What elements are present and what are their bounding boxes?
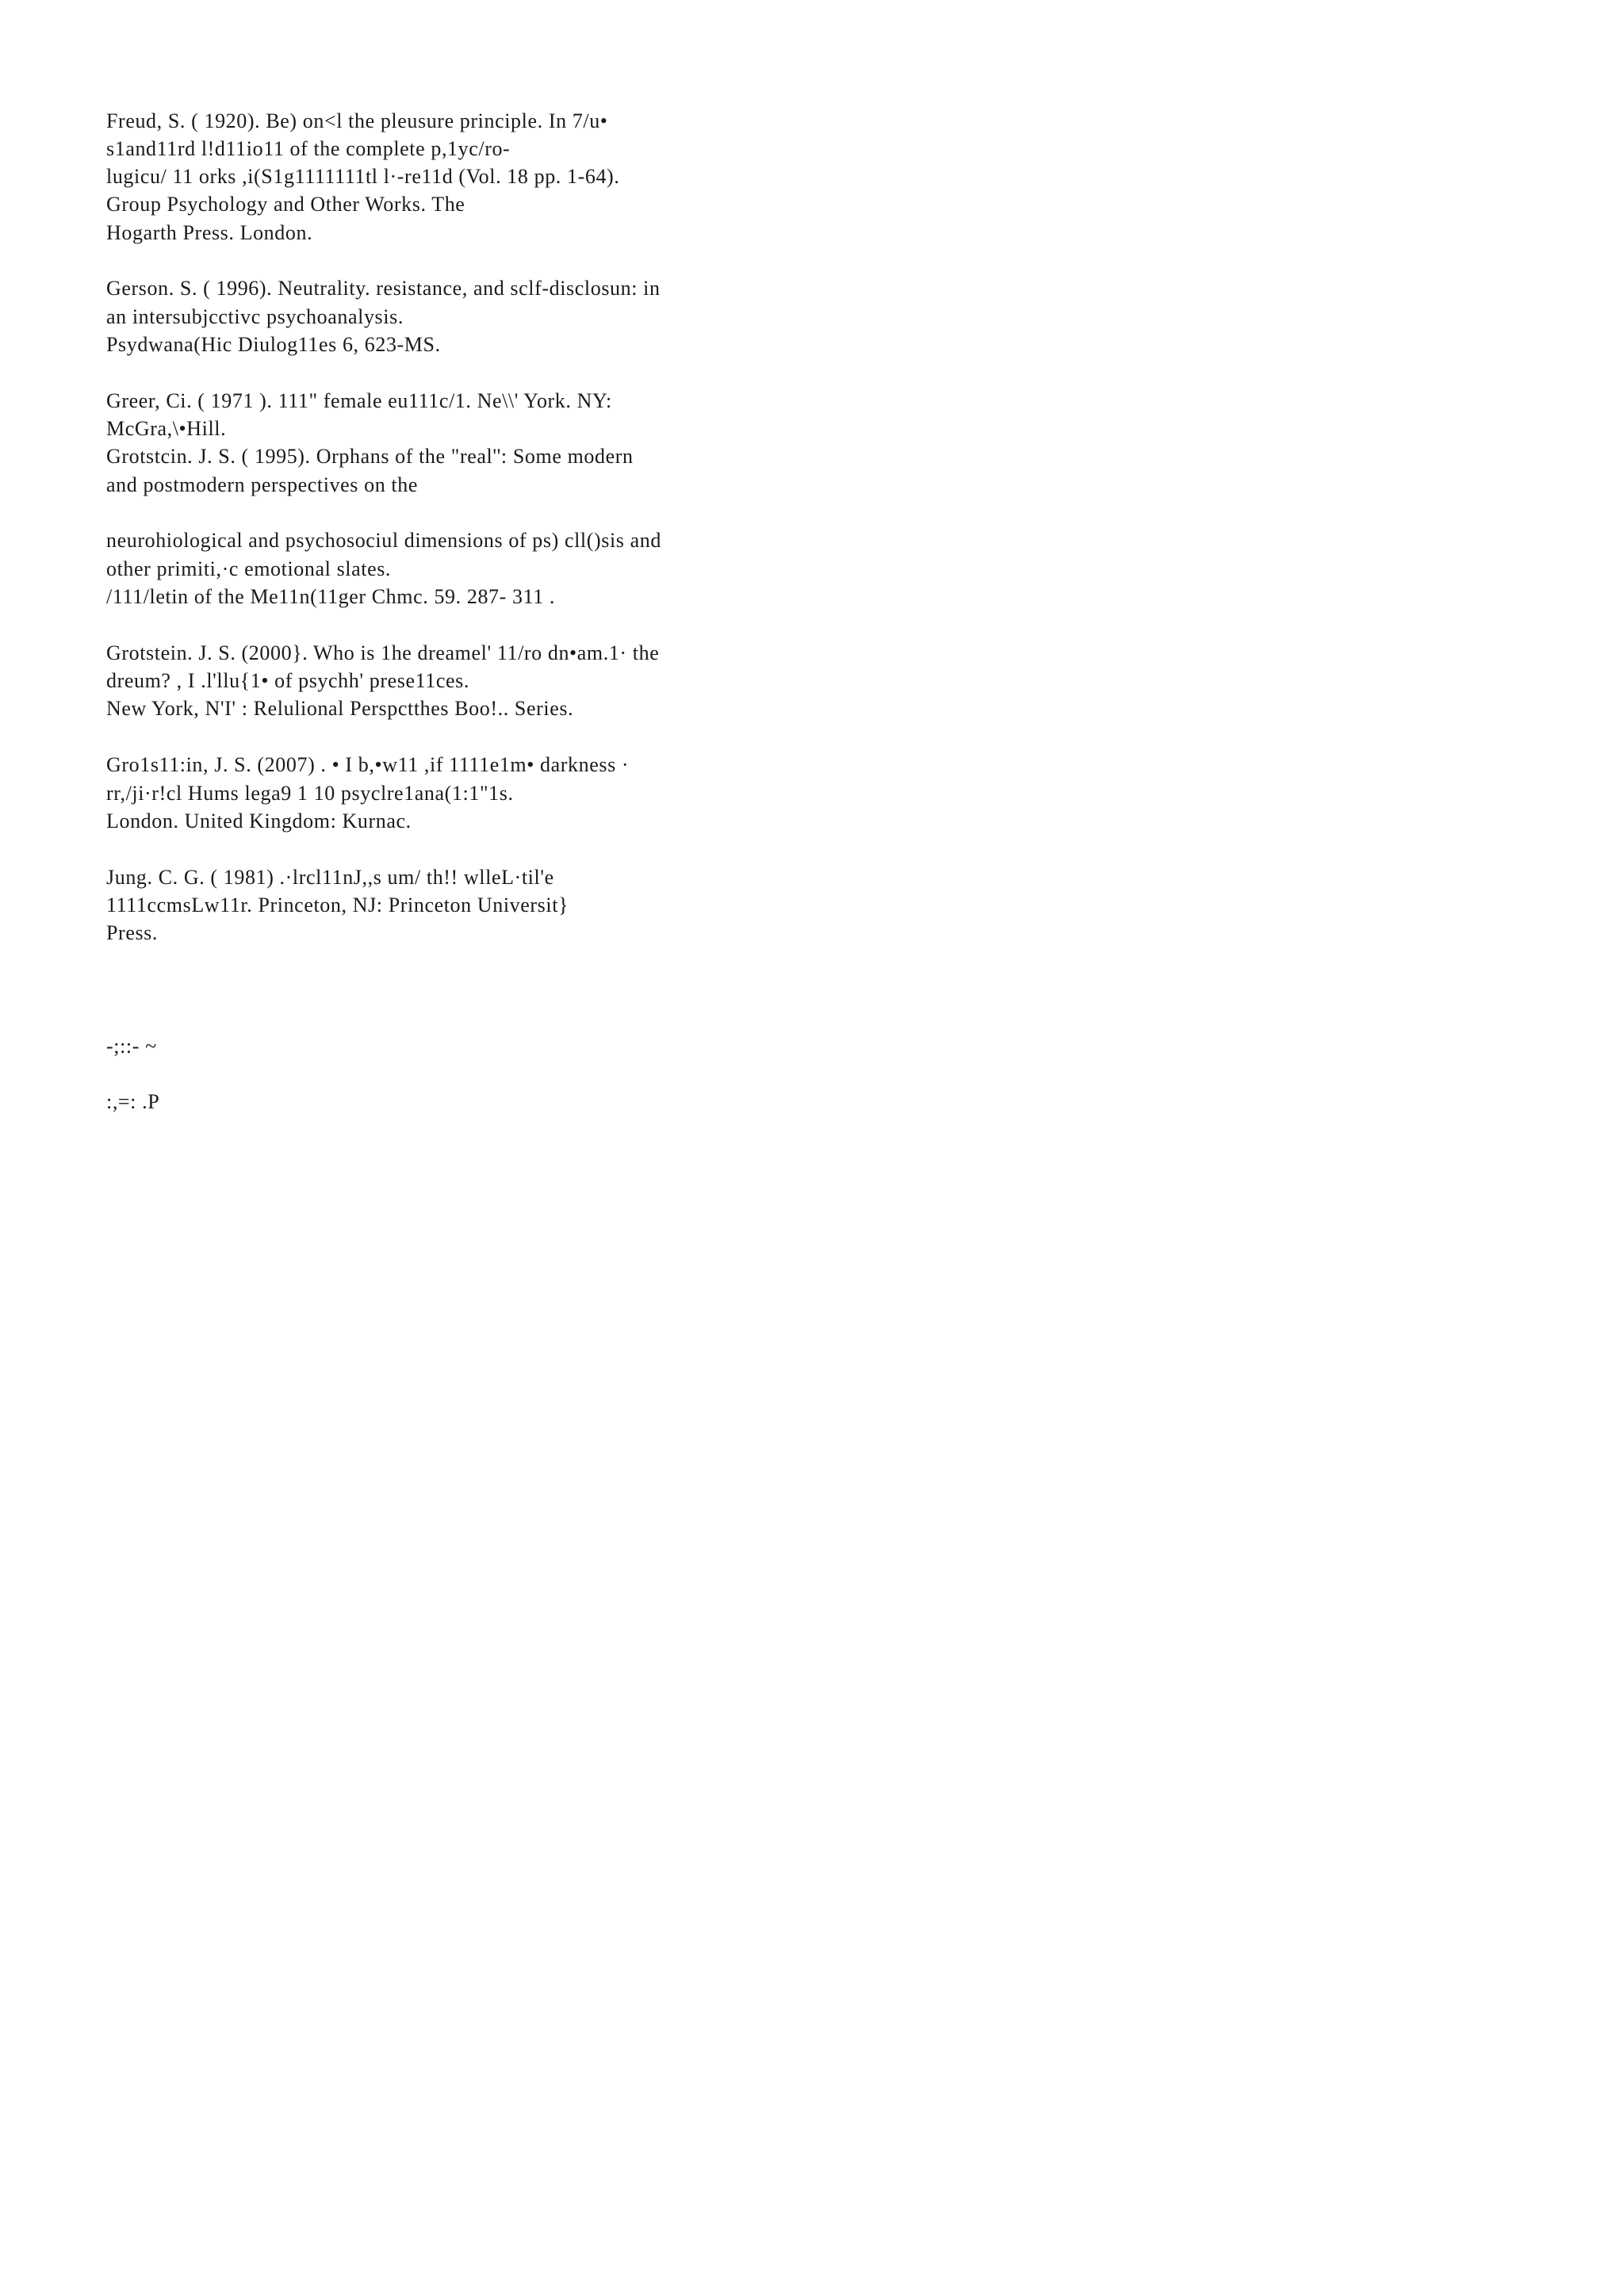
reference-line: Gerson. S. ( 1996). Neutrality. resistance, and sclf-disclosun: in xyxy=(106,277,661,300)
footer-mark: :,=: .P xyxy=(106,1090,160,1113)
reference-line: Press. xyxy=(106,921,158,944)
reference-line: Jung. C. G. ( 1981) .·lrcl11nJ,,s um/ th!! wlleL·til'e xyxy=(106,866,554,889)
reference-line: dreum? , I .l'llu{1• of psychh' prese11ces. xyxy=(106,669,469,692)
reference-line: rr,/ji·r!cl Hums lega9 1 10 psyclre1ana(1:1"1s. xyxy=(106,782,514,805)
reference-line: London. United Kingdom: Kurnac. xyxy=(106,809,412,832)
reference-line: an intersubjcctivc psychoanalysis. xyxy=(106,305,404,328)
reference-line: Hogarth Press. London. xyxy=(106,221,313,244)
reference-line: s1and11rd l!d11io11 of the complete p,1yc/ro- xyxy=(106,137,511,160)
reference-line: Grotstcin. J. S. ( 1995). Orphans of the "real'': Some modern xyxy=(106,445,634,468)
reference-line: other primiti,·c emotional slates. xyxy=(106,557,392,580)
reference-line: lugicu/ 11 orks ,i(S1g1111111tl l·-re11d (Vol. 18 pp. 1-64). xyxy=(106,165,620,188)
reference-line: New York, N'I' : Relulional Perspctthes Boo!.. Series. xyxy=(106,697,574,720)
reference-line: Greer, Ci. ( 1971 ). 111" female eu111c/1. Ne\\' York. NY: xyxy=(106,389,612,412)
reference-line: /111/letin of the Me11n(11ger Chmc. 59. 287- 311 . xyxy=(106,585,556,608)
reference-line: neurohiological and psychosociul dimensions of ps) cll()sis and xyxy=(106,529,661,552)
reference-line: Group Psychology and Other Works. The xyxy=(106,193,465,216)
reference-line: Psydwana(Hic Diulog11es 6, 623-MS. xyxy=(106,333,441,356)
footer-mark: -;::- ~ xyxy=(106,1035,157,1058)
reference-line: McGra,\•Hill. xyxy=(106,417,227,440)
reference-line: Grotstein. J. S. (2000}. Who is 1he dreamel' 11/ro dn•am.1· the xyxy=(106,641,660,664)
document-page xyxy=(106,0,820,1234)
reference-line: 1111ccmsLw11r. Princeton, NJ: Princeton Universit} xyxy=(106,894,569,916)
reference-line: Gro1s11:in, J. S. (2007) . • I b,•w11 ,if 1111e1m• darkness · xyxy=(106,753,630,776)
reference-line: and postmodern perspectives on the xyxy=(106,473,418,496)
reference-line: Freud, S. ( 1920). Be) on<l the pleusure principle. In 7/u• xyxy=(106,109,608,132)
